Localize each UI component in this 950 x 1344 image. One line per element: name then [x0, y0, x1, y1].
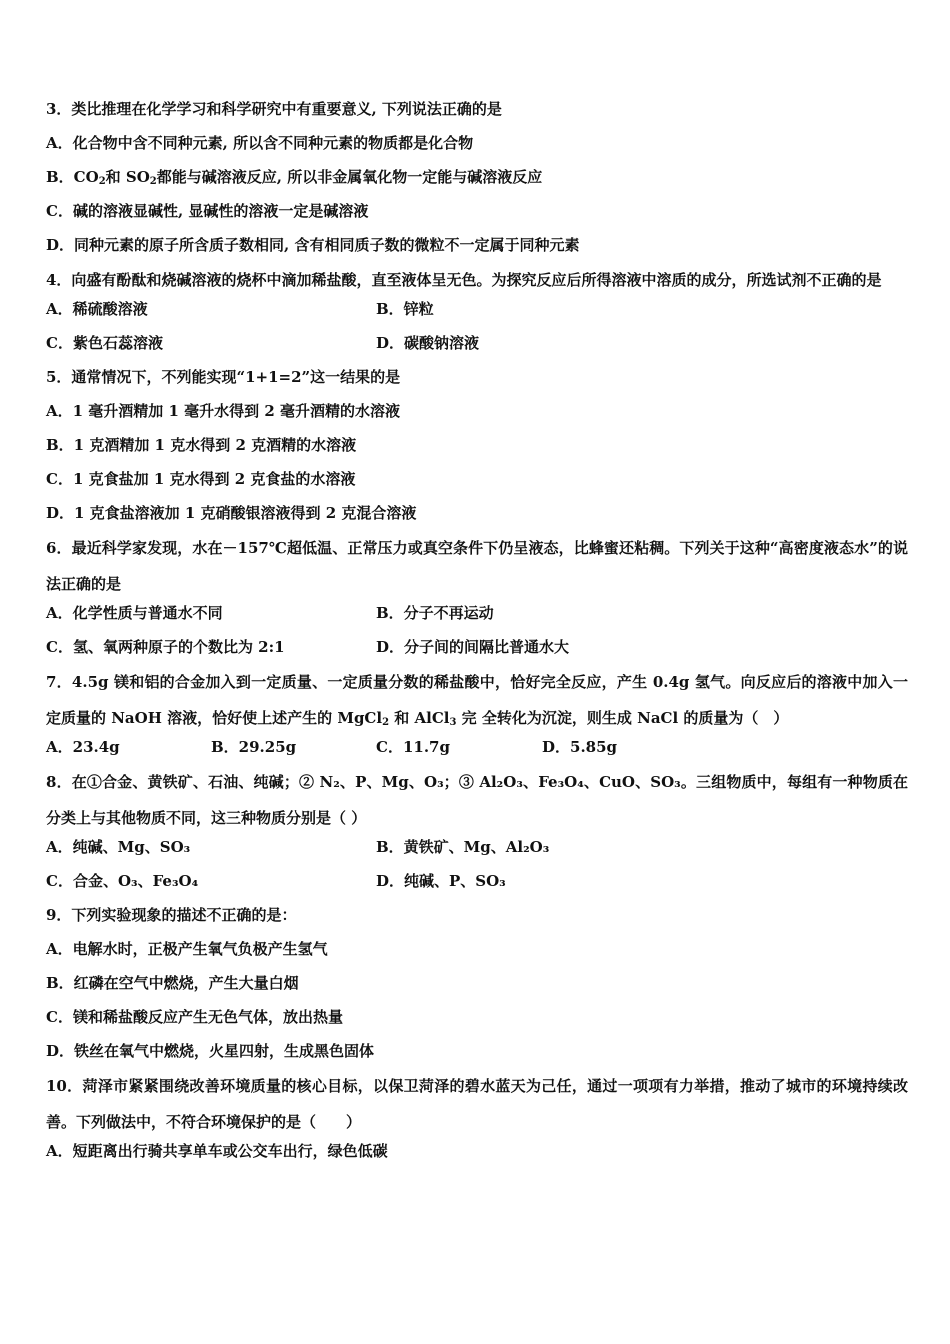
question-7-option-d: D．5.85g — [542, 738, 618, 756]
question-5-option-c: C．1 克食盐加 1 克水得到 2 克食盐的水溶液 — [46, 470, 356, 488]
question-8-option-b: B．黄铁矿、Mg、Al₂O₃ — [376, 838, 550, 856]
question-5-option-b: B．1 克酒精加 1 克水得到 2 克酒精的水溶液 — [46, 436, 357, 454]
question-9-stem: 9．下列实验现象的描述不正确的是： — [46, 906, 297, 924]
question-4-option-b: B．锌粒 — [376, 300, 434, 318]
question-9-option-c: C．镁和稀盐酸反应产生无色气体，放出热量 — [46, 1008, 343, 1026]
question-7-option-c: C．11.7g — [376, 738, 450, 756]
question-4-options-row-2 — [46, 332, 908, 366]
question-3-option-d: D．同种元素的原子所含质子数相同, 含有相同质子数的微粒不一定属于同种元素 — [46, 236, 580, 254]
question-4-option-d: D．碳酸钠溶液 — [376, 334, 480, 352]
question-6-options-row-1 — [46, 602, 908, 636]
question-6-option-d: D．分子间的间隔比普通水大 — [376, 638, 570, 656]
question-6-options-row-2 — [46, 636, 908, 670]
question-6-stem: 6．最近科学家发现，水在－157℃超低温、正常压力或真空条件下仍呈液态，比蜂蜜还粘稠。下列关于这种“高密度液态水”的说法正确的是 — [46, 539, 908, 593]
question-4-stem: 4．向盛有酚酞和烧碱溶液的烧杯中滴加稀盐酸，直至液体呈无色。为探究反应后所得溶液中溶质的成分，所选试剂不正确的是 — [46, 271, 882, 289]
question-8-option-d: D．纯碱、P、SO₃ — [376, 872, 506, 890]
question-3-stem: 3．类比推理在化学学习和科学研究中有重要意义, 下列说法正确的是 — [46, 100, 502, 118]
question-5-option-d: D．1 克食盐溶液加 1 克硝酸银溶液得到 2 克混合溶液 — [46, 504, 417, 522]
question-10-stem: 10．菏泽市紧紧围绕改善环境质量的核心目标，以保卫菏泽的碧水蓝天为己任，通过一项项有力举措，推动了城市的环境持续改善。下列做法中，不符合环境保护的是（ ） — [46, 1077, 908, 1131]
question-4-options-row-1 — [46, 298, 908, 332]
question-9-option-b: B．红磷在空气中燃烧，产生大量白烟 — [46, 974, 299, 992]
question-4-option-a: A．稀硫酸溶液 — [46, 300, 148, 318]
question-9-option-d: D．铁丝在氧气中燃烧，火星四射，生成黑色固体 — [46, 1042, 375, 1060]
question-8-option-c: C．合金、O₃、Fe₃O₄ — [46, 872, 199, 890]
question-3-option-b: B．$CO_2$和 $SO_2$都能与碱溶液反应, 所以非金属氧化物一定能与碱溶液反应 — [46, 168, 543, 187]
question-9-option-a: A．电解水时，正极产生氧气负极产生氢气 — [46, 940, 328, 958]
question-8-option-a: A．纯碱、Mg、SO₃ — [46, 838, 191, 856]
question-10-option-a: A．短距离出行骑共享单车或公交车出行，绿色低碳 — [46, 1142, 388, 1160]
question-3-option-a: A．化合物中含不同种元素, 所以含不同种元素的物质都是化合物 — [46, 134, 474, 152]
question-7-stem: 7．4.5g 镁和铝的合金加入到一定质量、一定质量分数的稀盐酸中，恰好完全反应，产生 0.4g 氢气。向反应后的溶液中加入一定质量的 NaOH 溶液，恰好使上述产生的 MgCl$_2$ 和 AlCl$_3$ 完 全转化为沉淀，则生成 NaCl 的质量为（ ） — [46, 673, 908, 728]
question-8-options-row-1 — [46, 836, 908, 870]
question-8-options-row-2 — [46, 870, 908, 904]
exam-page — [46, 98, 908, 1174]
question-4-option-c: C．紫色石蕊溶液 — [46, 334, 163, 352]
question-6-option-b: B．分子不再运动 — [376, 604, 494, 622]
question-5-option-a: A．1 毫升酒精加 1 毫升水得到 2 毫升酒精的水溶液 — [46, 402, 401, 420]
question-6-option-a: A．化学性质与普通水不同 — [46, 604, 223, 622]
question-6-option-c: C．氢、氧两种原子的个数比为 2:1 — [46, 638, 285, 656]
question-7-option-a: A．23.4g — [46, 738, 120, 756]
question-7-option-b: B．29.25g — [211, 738, 297, 756]
question-3-option-c: C．碱的溶液显碱性, 显碱性的溶液一定是碱溶液 — [46, 202, 369, 220]
question-7-options — [46, 736, 908, 770]
question-8-stem: 8．在①合金、黄铁矿、石油、纯碱；② N₂、P、Mg、O₃；③ Al₂O₃、Fe₃O₄、CuO、SO₃。三组物质中，每组有一种物质在分类上与其他物质不同，这三种物质分别是（ ） — [46, 773, 908, 827]
question-5-stem: 5．通常情况下，不列能实现“1+1=2”这一结果的是 — [46, 368, 401, 386]
